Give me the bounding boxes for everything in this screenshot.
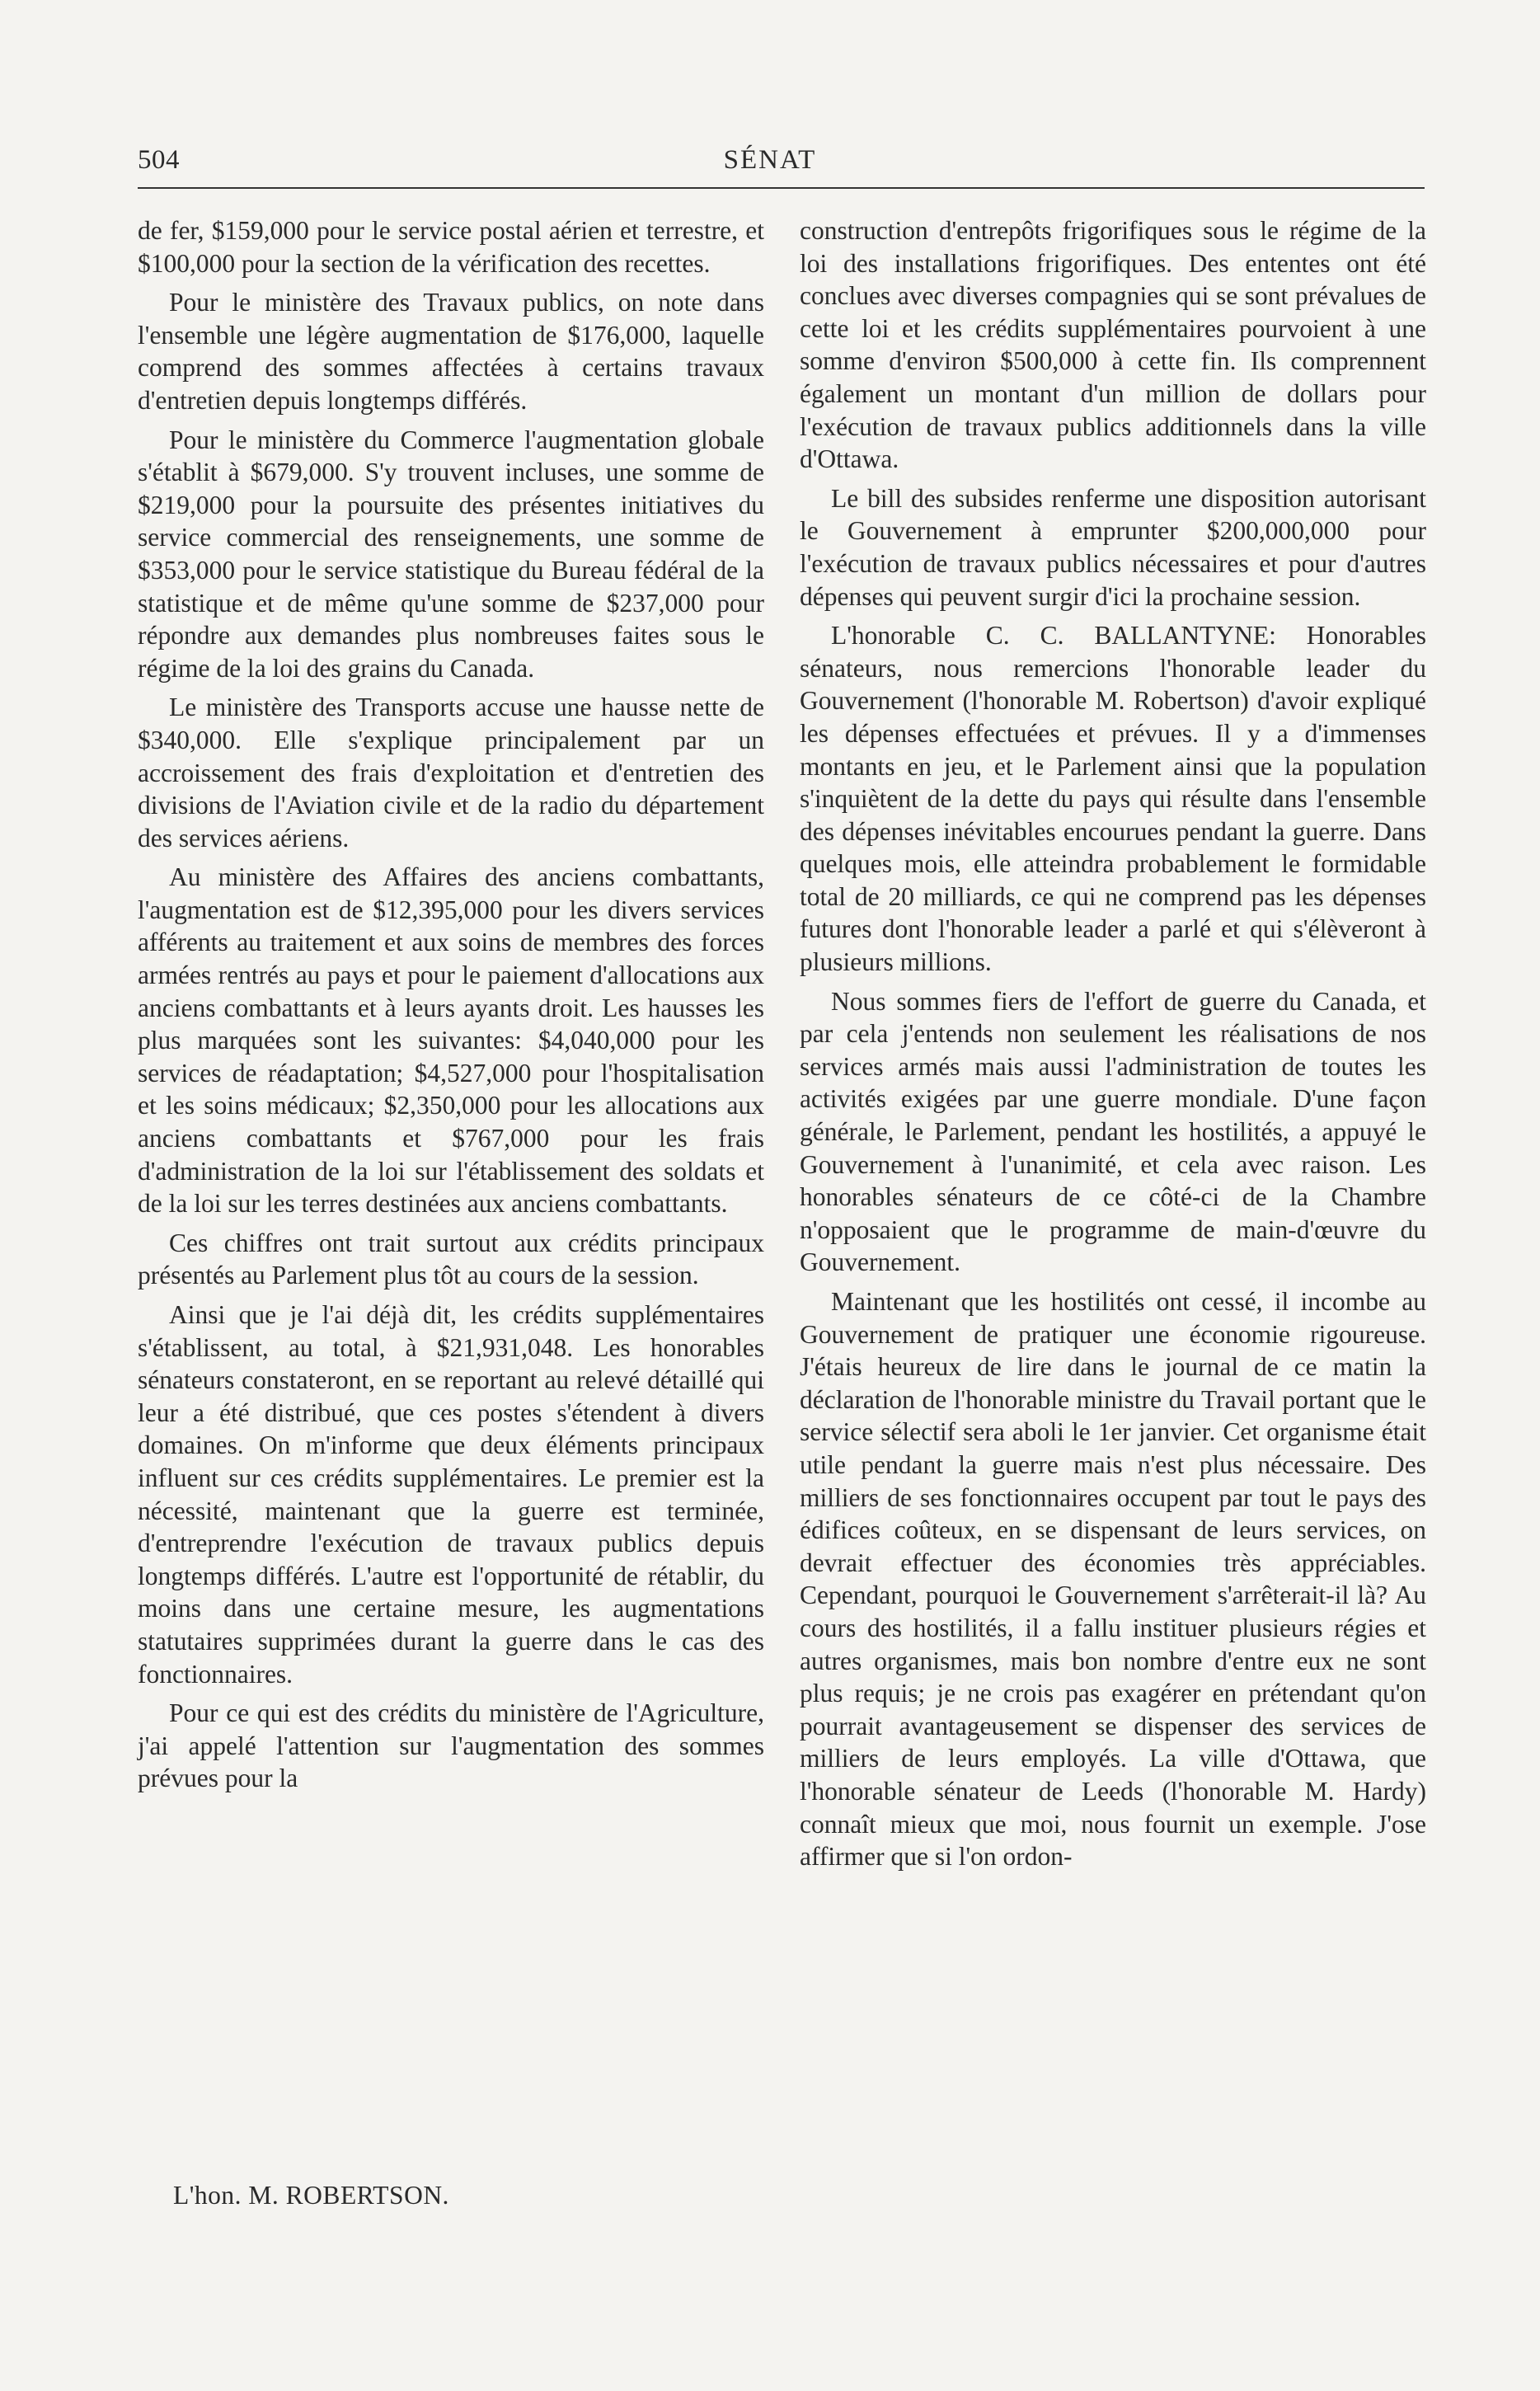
paragraph: Pour le ministère du Commerce l'augmentation globale s'établit à $679,000. S'y trouvent incluses, une somme de $219,000 pour la poursuite des présentes initiatives du service commercial des renseignements, une somme de $353,000 pour le service statistique du Bureau fédéral de la statistique et de même qu'une somme de $237,000 pour répondre aux demandes plus nombreuses faites sous le régime de la loi des grains du Canada. (138, 425, 764, 683)
paragraph: Le ministère des Transports accuse une hausse nette de $340,000. Elle s'explique principalement par un accroissement des frais d'exploitation et d'entretien des divisions de l'Aviation civile et de la radio du département des services aériens. (138, 693, 764, 853)
paragraph: Au ministère des Affaires des anciens combattants, l'augmentation est de $12,395,000 pour les divers services afférents au traitement et aux soins de membres des forces armées rentrés au pays et pour le paiement d'allocations aux anciens combattants et à leurs ayants droit. Les hausses les plus marquées sont les suivantes: $4,040,000 pour les services de réadaptation; $4,527,000 pour l'hospitalisation et les soins médicaux; $2,350,000 pour les allocations aux anciens combattants et $767,000 pour les frais d'administration de la loi sur l'établissement des soldats et de la loi sur les terres destinées aux anciens combattants. (138, 862, 764, 1219)
right-column (800, 214, 1426, 1880)
paragraph: L'honorable C. C. BALLANTYNE: Honorables sénateurs, nous remercions l'honorable leader du Gouvernement (l'honorable M. Robertson) d'avoir expliqué les dépenses effectuées et prévues. Il y a d'immenses montants en jeu, et le Parlement ainsi que la population s'inquiètent de la dette du pays qui résulte dans l'ensemble des dépenses inévitables encourues pendant la guerre. Dans quelques mois, elle atteindra probablement le formidable total de 20 milliards, ce qui ne comprend pas les dépenses futures dont l'honorable leader a parlé et qui s'élèveront à plusieurs millions. (800, 621, 1426, 977)
paragraph: Ainsi que je l'ai déjà dit, les crédits supplémentaires s'établissent, au total, à $21,931,048. Les honorables sénateurs constateront, en se reportant au relevé détaillé qui leur a été distribué, que ces postes s'étendent à divers domaines. On m'informe que deux éléments principaux influent sur ces crédits supplémentaires. Le premier est la nécessité, maintenant que la guerre est terminée, d'entreprendre l'exécution de travaux publics depuis longtemps différés. L'autre est l'opportunité de rétablir, du moins dans une certaine mesure, les augmentations statutaires supprimées durant la guerre dans le cas des fonctionnaires. (138, 1300, 764, 1689)
left-column (138, 214, 764, 1801)
paragraph: Nous sommes fiers de l'effort de guerre du Canada, et par cela j'entends non seulement les réalisations de nos services armés mais aussi l'administration de toutes les activités exigées par une guerre mondiale. D'une façon générale, le Parlement, pendant les hostilités, a appuyé le Gouvernement à l'unanimité, et cela avec raison. Les honorables sénateurs de ce côté-ci de la Chambre n'opposaient que le programme de main-d'œuvre du Gouvernement. (800, 986, 1426, 1277)
paragraph: Pour ce qui est des crédits du ministère de l'Agriculture, j'ai appelé l'attention sur l'augmentation des sommes prévues pour la (138, 1698, 764, 1793)
page-title: SÉNAT (723, 145, 817, 175)
paragraph: Maintenant que les hostilités ont cessé, il incombe au Gouvernement de pratiquer une économie rigoureuse. J'étais heureux de lire dans le journal de ce matin la déclaration de l'honorable ministre du Travail portant que le service sélectif sera aboli le 1er janvier. Cet organisme était utile pendant la guerre mais n'est plus nécessaire. Des milliers de ses fonctionnaires occupent par tout le pays des édifices coûteux, en se dispensant de leurs services, on devrait effectuer des économies très appréciables. Cependant, pourquoi le Gouvernement s'arrêterait-il là? Au cours des hostilités, il a fallu instituer plusieurs régies et autres organismes, mais bon nombre d'entre eux ne sont plus requis; je ne crois pas exagérer en prétendant qu'on pourrait avantageusement se dispenser des services de milliers de leurs employés. La ville d'Ottawa, que l'honorable sénateur de Leeds (l'honorable M. Hardy) connaît mieux que moi, nous fournit un exemple. J'ose affirmer que si l'on ordon- (800, 1287, 1426, 1872)
page-number: 504 (138, 145, 180, 175)
paragraph: construction d'entrepôts frigorifiques sous le régime de la loi des installations frigorifiques. Des ententes ont été conclues avec diverses compagnies qui se sont prévalues de cette loi et les crédits supplémentaires pourvoient à une somme d'environ $500,000 à cette fin. Ils comprennent également un montant d'un million de dollars pour l'exécution de travaux publics additionnels dans la ville d'Ottawa. (800, 216, 1426, 474)
footer-speaker: L'hon. M. ROBERTSON. (173, 2181, 449, 2210)
paragraph: de fer, $159,000 pour le service postal aérien et terrestre, et $100,000 pour la section de la vérification des recettes. (138, 216, 764, 278)
header-rule (138, 187, 1425, 189)
paragraph: Le bill des subsides renferme une disposition autorisant le Gouvernement à emprunter $200,000,000 pour l'exécution de travaux publics nécessaires et pour d'autres dépenses qui peuvent surgir d'ici la prochaine session. (800, 483, 1426, 611)
paragraph: Pour le ministère des Travaux publics, on note dans l'ensemble une légère augmentation de $176,000, laquelle comprend des sommes affectées à certains travaux d'entretien depuis longtemps différés. (138, 288, 764, 415)
paragraph: Ces chiffres ont trait surtout aux crédits principaux présentés au Parlement plus tôt au cours de la session. (138, 1228, 764, 1290)
